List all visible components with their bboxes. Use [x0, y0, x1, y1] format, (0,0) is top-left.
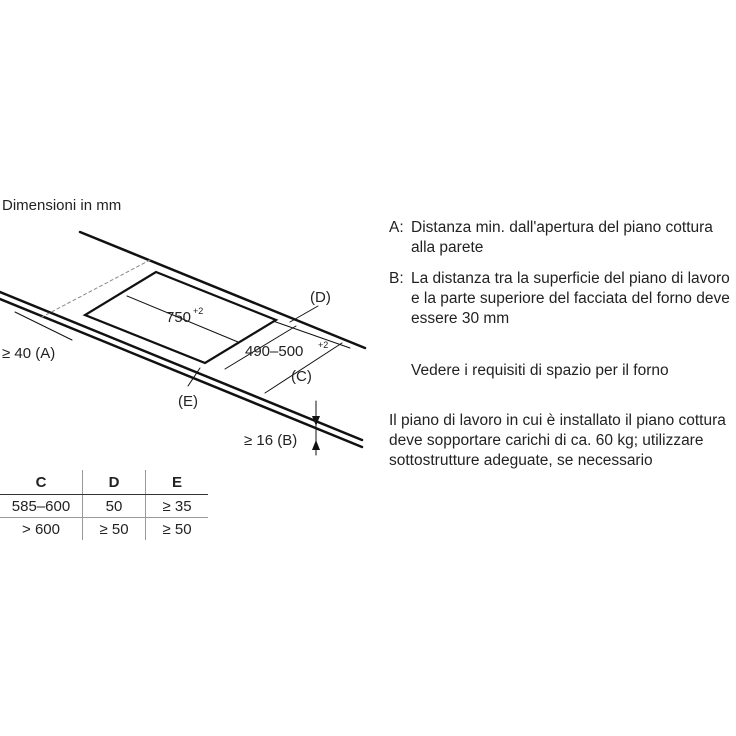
dim-750-label: 750: [166, 309, 192, 326]
dim-750-superscript: +2: [193, 306, 204, 316]
table-row: [0, 518, 208, 541]
table-row: [0, 495, 208, 518]
legend-key-a: A:: [389, 219, 404, 236]
table-cell: 50: [83, 495, 146, 518]
table-header-e: E: [146, 470, 209, 495]
note-load-capacity: Il piano di lavoro in cui è installato il piano cottura deve sopportare carichi di ca. 60 kg; utilizzare sottostrutture adeguate, se necessario: [389, 412, 726, 469]
table-cell: > 600: [22, 520, 60, 538]
dim-e-label: (E): [178, 393, 198, 410]
dim-c-label: (C): [291, 368, 312, 385]
dim-b-arrow-up: [312, 440, 320, 450]
note-space-requirements: Vedere i requisiti di spazio per il forno: [411, 362, 669, 379]
legend-item-b: [389, 269, 733, 329]
table-cell: ≥ 50: [146, 518, 209, 541]
table-cell: ≥ 50: [83, 518, 146, 541]
legend-text-a: Distanza min. dall'apertura del piano cottura alla parete: [411, 219, 713, 256]
legend-key-b: B:: [389, 270, 404, 287]
dim-a-label: ≥ 40 (A): [2, 345, 56, 362]
dim-d-line: [290, 306, 318, 322]
table-cell: 585–600: [0, 495, 83, 518]
dimension-table: [0, 470, 208, 540]
legend-text-b: La distanza tra la superficie del piano di lavoro e la parte superiore del facciata del forno deve essere 30 mm: [411, 270, 730, 327]
legend-item-a: [389, 218, 731, 258]
diagram-caption: Dimensioni in mm: [2, 197, 122, 214]
dim-490-label: 490–500: [245, 343, 304, 360]
cooktop-installation-diagram: [0, 0, 380, 470]
table-header-c: C: [0, 470, 83, 495]
dim-490-superscript: +2: [318, 340, 329, 350]
dim-b-label: ≥ 16 (B): [244, 432, 298, 449]
table-cell: ≥ 35: [146, 495, 209, 518]
table-header-d: D: [83, 470, 146, 495]
dim-d-label: (D): [310, 289, 331, 306]
